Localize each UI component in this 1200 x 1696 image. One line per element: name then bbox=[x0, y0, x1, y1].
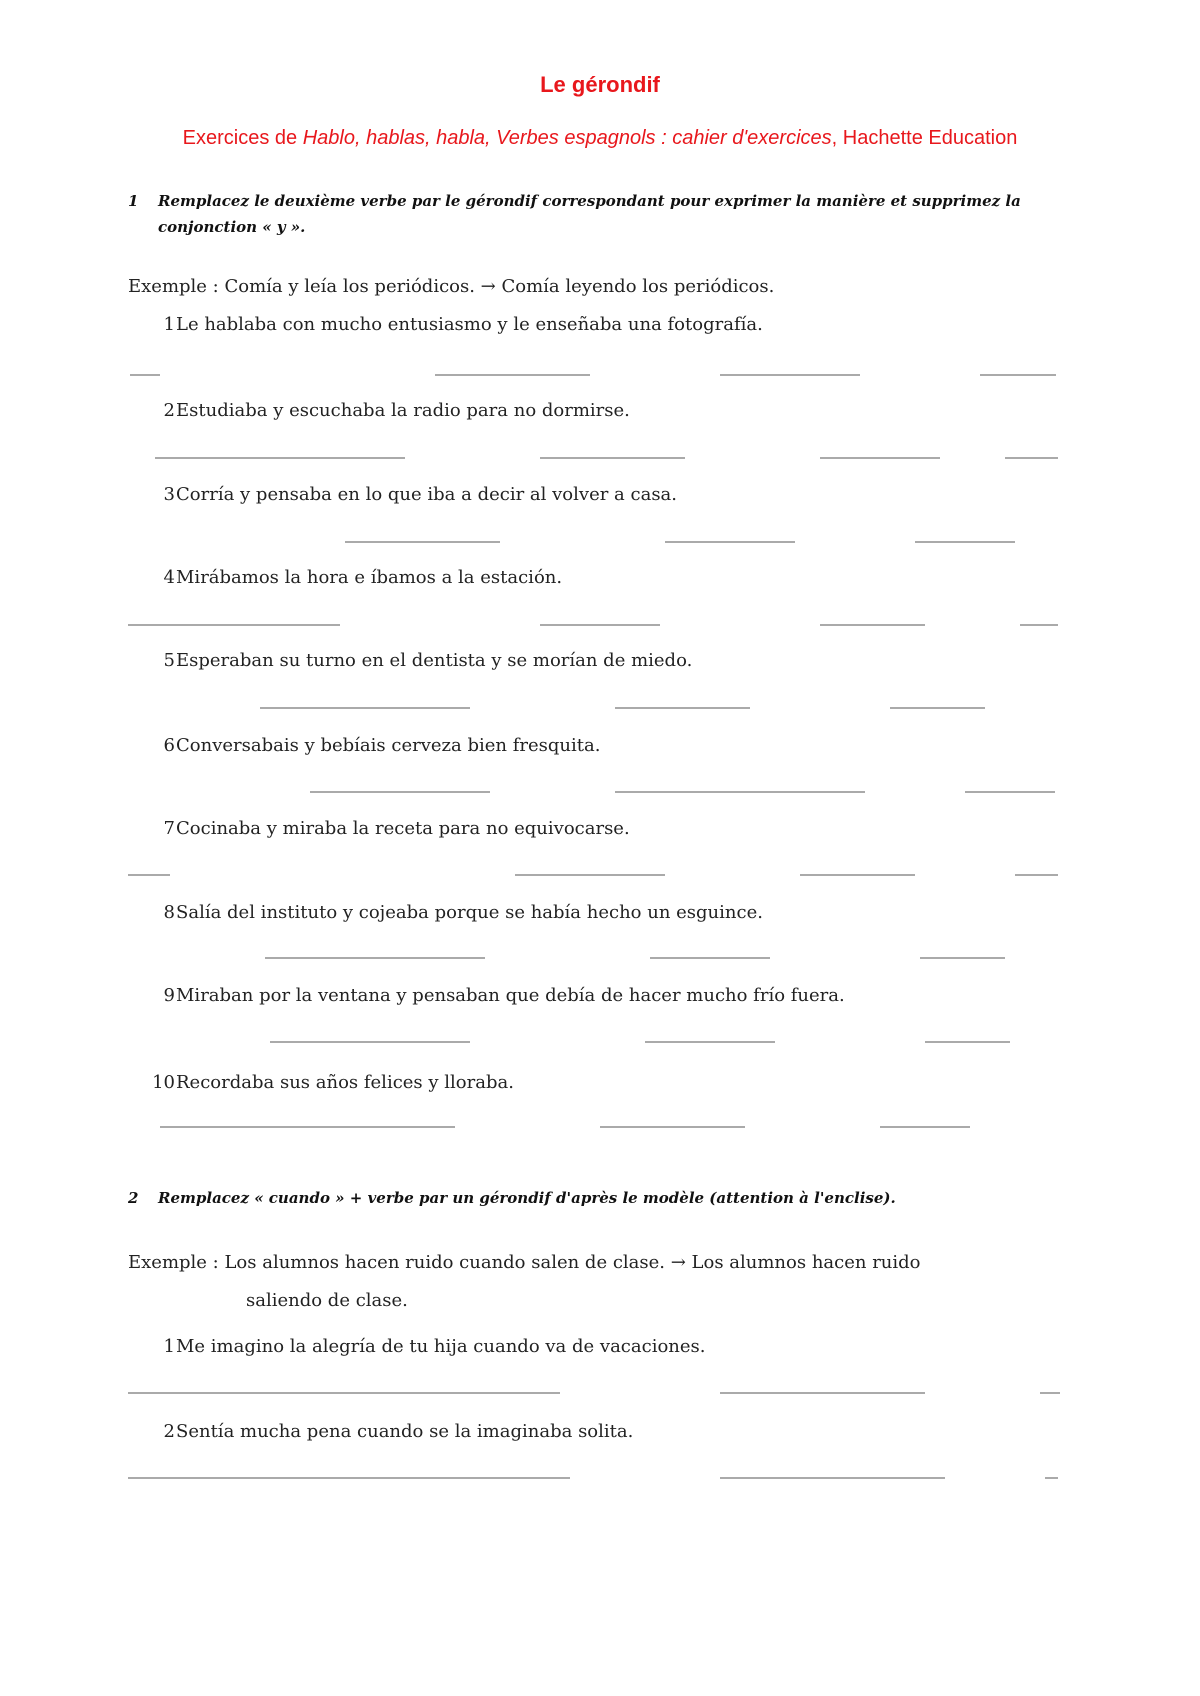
subtitle-prefix: Exercices de bbox=[182, 127, 303, 149]
page-subtitle bbox=[0, 127, 1200, 150]
exercise-item bbox=[128, 484, 1068, 514]
example-line-1: Los alumnos hacen ruido cuando salen de clase. → Los alumnos hacen ruido bbox=[224, 1252, 921, 1273]
item-sentence: Miraban por la ventana y pensaban que debía de hacer mucho frío fuera. bbox=[176, 985, 845, 1006]
item-sentence: Recordaba sus años felices y lloraba. bbox=[176, 1072, 514, 1093]
subtitle-suffix: , Hachette Education bbox=[831, 127, 1018, 149]
exercise-item bbox=[128, 818, 1068, 848]
exercise-item bbox=[128, 1072, 1068, 1102]
item-number: 7 bbox=[163, 818, 175, 839]
exercise1-instruction-text: Remplacez le deuxième verbe par le gérondif correspondant pour exprimer la manière et supprimez la conjonction « y ». bbox=[158, 192, 1021, 236]
exercise2-instruction-text: Remplacez « cuando » + verbe par un gérondif d'après le modèle (attention à l'enclise). bbox=[158, 1189, 896, 1207]
exercise-item bbox=[128, 400, 1068, 430]
item-sentence: Me imagino la alegría de tu hija cuando va de vacaciones. bbox=[176, 1336, 706, 1357]
exercise-item bbox=[128, 567, 1068, 597]
item-number: 10 bbox=[152, 1072, 175, 1093]
item-sentence: Mirábamos la hora e íbamos a la estación. bbox=[176, 567, 563, 588]
exercise-item bbox=[128, 314, 1068, 344]
item-number: 4 bbox=[163, 567, 175, 588]
exercise-item bbox=[128, 735, 1068, 765]
example-label: Exemple : bbox=[128, 1252, 219, 1273]
item-sentence: Cocinaba y miraba la receta para no equivocarse. bbox=[176, 818, 630, 839]
exercise-item bbox=[128, 650, 1068, 680]
exercise2-number: 2 bbox=[128, 1189, 139, 1207]
item-sentence: Sentía mucha pena cuando se la imaginaba solita. bbox=[176, 1421, 634, 1442]
exercise1-number: 1 bbox=[128, 192, 139, 210]
item-sentence: Esperaban su turno en el dentista y se morían de miedo. bbox=[176, 650, 693, 671]
item-number: 9 bbox=[163, 985, 175, 1006]
exercise2-example bbox=[128, 1244, 1060, 1320]
subtitle-book-title: Hablo, hablas, habla, Verbes espagnols : cahier d'exercices bbox=[302, 127, 832, 149]
exercise1-instruction bbox=[128, 188, 1068, 240]
exercise-item bbox=[128, 1336, 1068, 1366]
item-number: 1 bbox=[163, 1336, 175, 1357]
exercise-item bbox=[128, 1421, 1068, 1451]
example-line-2: saliendo de clase. bbox=[246, 1290, 408, 1311]
item-number: 2 bbox=[163, 1421, 175, 1442]
item-sentence: Estudiaba y escuchaba la radio para no dormirse. bbox=[176, 400, 630, 421]
example-label: Exemple : bbox=[128, 276, 219, 297]
item-sentence: Conversabais y bebíais cerveza bien fresquita. bbox=[176, 735, 601, 756]
item-number: 1 bbox=[163, 314, 175, 335]
item-sentence: Le hablaba con mucho entusiasmo y le enseñaba una fotografía. bbox=[176, 314, 763, 335]
item-number: 6 bbox=[163, 735, 175, 756]
item-number: 2 bbox=[163, 400, 175, 421]
item-sentence: Corría y pensaba en lo que iba a decir al volver a casa. bbox=[176, 484, 678, 505]
exercise1-example bbox=[128, 268, 1060, 306]
example-text: Comía y leía los periódicos. → Comía leyendo los periódicos. bbox=[224, 276, 775, 297]
item-sentence: Salía del instituto y cojeaba porque se había hecho un esguince. bbox=[176, 902, 763, 923]
item-number: 3 bbox=[163, 484, 175, 505]
item-number: 8 bbox=[163, 902, 175, 923]
exercise-item bbox=[128, 902, 1068, 932]
exercise-item bbox=[128, 985, 1068, 1015]
exercise2-instruction bbox=[128, 1185, 1068, 1211]
page-title: Le gérondif bbox=[540, 72, 660, 97]
item-number: 5 bbox=[163, 650, 175, 671]
